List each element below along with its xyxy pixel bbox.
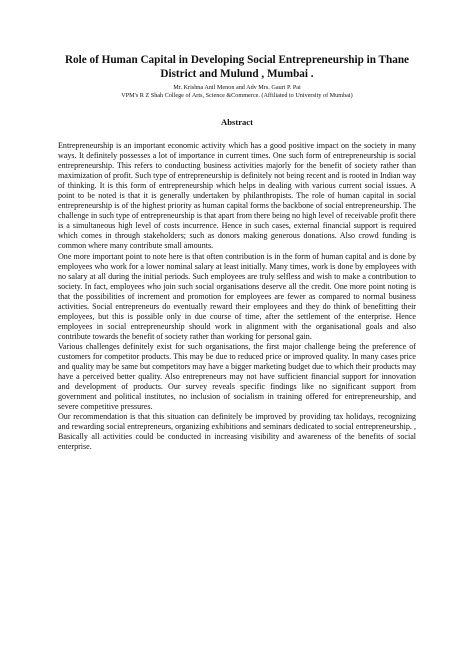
abstract-heading: Abstract <box>221 117 253 127</box>
abstract-body <box>58 141 416 452</box>
paper-title <box>58 54 416 81</box>
abstract-paragraph-2: One more important point to note here is that often contribution is in the form of human capital and is done by employees who work for a lower nominal salary at least initially. Many times, work is done by employees with no salary at all during the initial periods. Such employees are truly selfless and wish to make a contribution to society. In fact, employees who join such social organisations deserve all the credit. One more point noting is that the possibilities of increment and promotion for employees are fewer as compared to normal business activities. Social entrepreneurs do eventually reward their employees and they do think of benefitting their employees, but this is possible only in due course of time, after the settlement of the enterprise. Hence employees in social entrepreneurship should work in alignment with the organisational goals and also contribute towards the benefit of society rather than working for personal gain. <box>58 251 416 341</box>
abstract-paragraph-3: Various challenges definitely exist for such organisations, the first major challenge being the preference of customers for competitor products. This may be due to reduced price or improved quality. In many cases price and quality may be same but competitors may have a bigger marketing budget due to which their products may have a perceived better quality. Also entrepreneurs may not have sufficient financial support for innovation and development of products. Our survey reveals specific findings like no significant support from government and political institutes, no inclusion of socialism in training offered for entrepreneurship, and severe competitive pressures. <box>58 341 416 412</box>
abstract-paragraph-4: Our recommendation is that this situation can definitely be improved by providing tax holidays, recognizing and rewarding social entrepreneurs, organizing exhibitions and seminars dedicated to social entrepreneurship. , Basically all activities could be conducted in increasing visibility and awareness of the benefits of social enterprise. <box>58 412 416 452</box>
abstract-paragraph-1: Entrepreneurship is an important economic activity which has a good positive impact on the society in many ways. It definitely possesses a lot of importance in current times. One such form of entrepreneurship is social entrepreneurship. This refers to conducting business activities majorly for the benefit of society rather than maximization of profit. Such type of entrepreneurship is definitely not being recent and is rooted in Indian way of thinking. It is this form of entrepreneurship which helps in dealing with various current social issues. A point to be noted is that it is generally undertaken by philanthropists. The role of human capital in social entrepreneurship is of the highest priority as human capital forms the backbone of social entrepreneurship. The challenge in such type of entrepreneurship is that apart from there being no high level of receivable profit there is a simultaneous high level of costs incurrence. Hence in such cases, external financial support is required which comes in through stakeholders; such as donors making generous donations. Also crowd funding is common where many contribute small amounts. <box>58 141 416 251</box>
title-line-1: Role of Human Capital in Developing Social Entrepreneurship in Thane <box>64 54 410 66</box>
affiliation-line: VPM's R Z Shah College of Arts, Science &Commerce. (Affiliated to University of Mumbai) <box>121 92 353 99</box>
title-line-2: District and Mulund , Mumbai . <box>160 67 314 80</box>
author-line: Mr. Krishna Anil Menon and Adv Mrs. Gauri P. Pai <box>173 84 301 91</box>
